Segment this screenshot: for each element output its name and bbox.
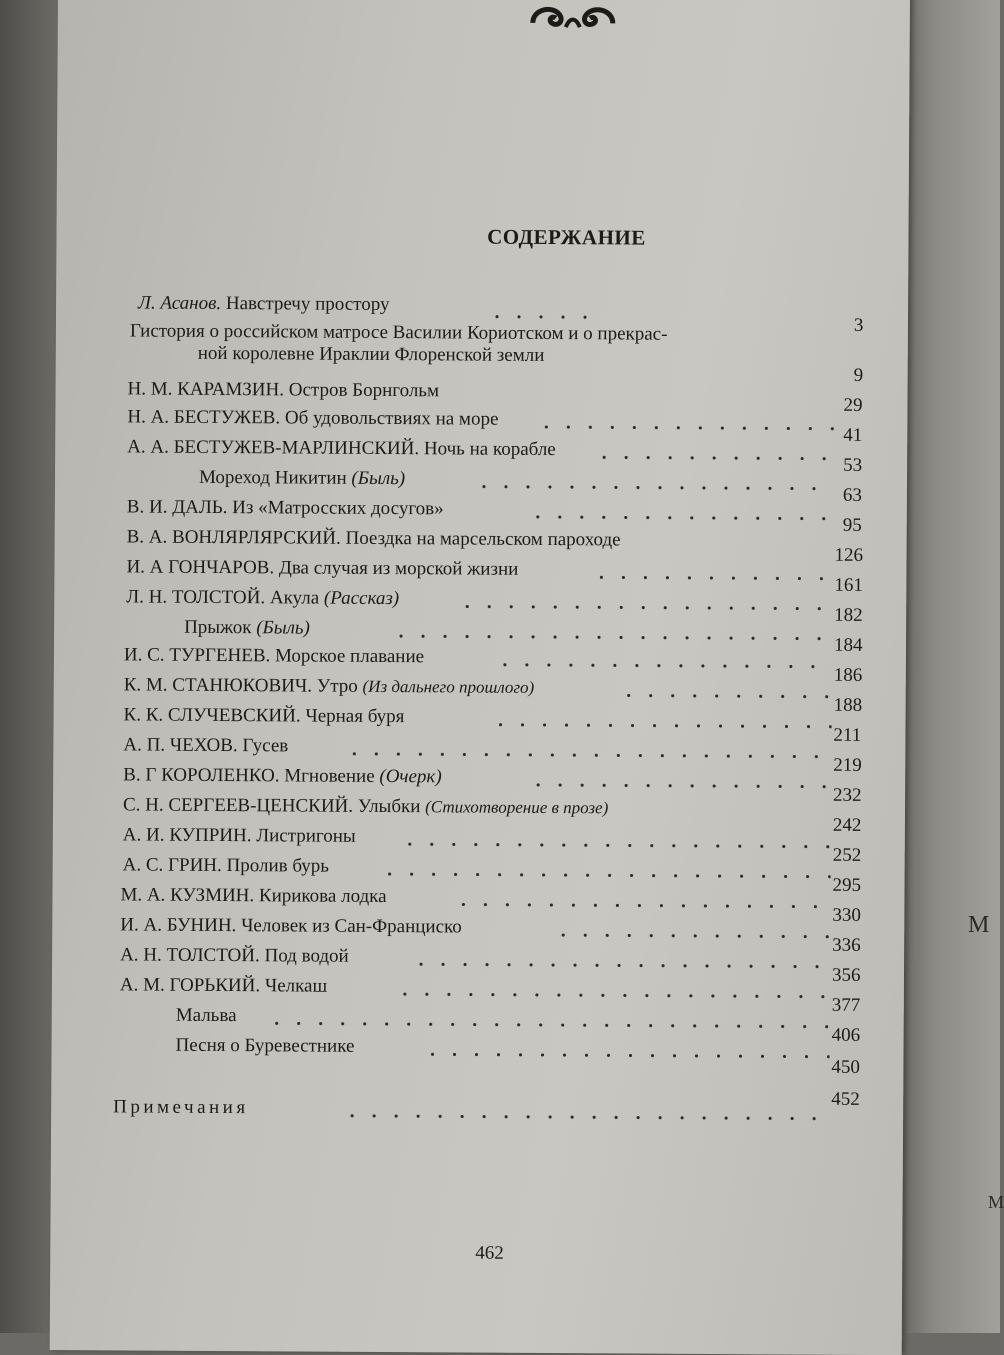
leader-dots [486,315,601,320]
toc-title: Улыбки [357,795,421,818]
leader-dots [527,783,831,789]
toc-title: Об удовольствиях на море [284,407,499,430]
toc-note: (Очерк) [379,765,442,788]
toc-page-number: 211 [833,724,862,746]
toc-page-number: 295 [832,874,862,896]
toc-page-number: 184 [833,634,863,656]
toc-author: В. Г КОРОЛЕНКО. [123,764,280,787]
leader-dots [266,1021,830,1028]
toc-entry [199,467,405,490]
toc-author: Н. А. БЕСТУЖЕВ. [127,406,281,429]
leader-dots [494,663,832,669]
toc-title: Кирикова лодка [258,885,387,908]
toc-note: (Стихотворение в прозе) [425,797,609,818]
toc-title: Примечания [113,1096,249,1119]
toc-entry [123,794,608,819]
toc-page-number: 450 [831,1056,860,1078]
toc-page-number: 377 [831,994,861,1016]
toc-page-number: 336 [832,934,861,956]
toc-title: Пролив бурь [226,855,330,877]
book-page [50,0,910,1355]
toc-page-number: 182 [834,604,863,626]
toc-author: А. А. БЕСТУЖЕВ-МАРЛИНСКИЙ. [127,436,420,460]
leader-dots [590,575,832,580]
toc-entry [184,617,310,640]
toc-entry [120,884,386,908]
toc-page-number: 3 [853,314,864,336]
leader-dots [552,933,830,939]
toc-author: М. А. КУЗМИН. [120,884,255,907]
toc-entry [127,496,444,520]
toc-note: (Быль) [256,617,310,639]
toc-title: Под водой [264,945,349,967]
toc-author: Н. М. КАРАМЗИН. [127,378,285,401]
toc-entry [123,734,288,757]
adjacent-page-edge [905,0,1000,1333]
toc-title: Мальва [175,1004,237,1027]
toc-page-number: 252 [832,844,862,866]
toc-entry [113,1096,249,1119]
toc-page-number: 95 [842,514,862,536]
toc-entry [124,704,405,728]
toc-entry [124,674,535,699]
page-title: СОДЕРЖАНИЕ [487,224,646,250]
toc-entry [127,406,498,430]
toc-author: В. И. ДАЛЬ. [126,496,228,519]
toc-page-number: 406 [831,1024,861,1046]
leader-dots [394,992,830,999]
toc-entry [138,292,390,316]
leader-dots [341,1114,829,1121]
toc-author: К. К. СЛУЧЕВСКИЙ. [123,704,301,727]
toc-page-number: 356 [831,964,861,986]
page-number: 462 [475,1242,504,1264]
toc-author: Л. Н. ТОЛСТОЙ. [126,586,266,609]
leader-dots [379,872,831,879]
toc-author: А. С. ГРИН. [122,854,222,877]
table-of-contents [50,0,910,1355]
leader-dots [399,842,831,849]
toc-title: Песня о Буревестнике [175,1034,355,1057]
toc-title: Остров Борнгольм [288,379,440,402]
toc-note: (Быль) [351,467,406,490]
toc-title: Утро [316,675,358,697]
toc-entry [126,586,399,610]
toc-title: Прыжок [184,616,252,639]
toc-title-line2: ной королевне Ираклии Флоренской земли [197,342,545,366]
toc-title: Акула [269,587,320,609]
toc-author: А. П. ЧЕХОВ. [123,734,238,757]
toc-title: Из «Матросских досугов» [232,497,444,520]
toc-title: Листригоны [256,825,356,847]
leader-dots [473,485,833,491]
toc-author: С. Н. СЕРГЕЕВ-ЦЕНСКИЙ. [122,794,354,817]
toc-page-number: 29 [843,394,863,416]
toc-title: Человек из Сан-Франциско [241,915,462,938]
toc-entry [176,1005,237,1027]
toc-title: Черная буря [305,705,405,728]
toc-page-number: 41 [843,424,863,446]
toc-author: К. М. СТАНЮКОВИЧ. [123,674,313,697]
toc-title-line1: Гистория о российском матросе Василии Кориотском и о прекрас- [129,320,668,345]
toc-title: Навстречу простору [225,293,390,316]
toc-note: (Из дальнего прошлого) [362,676,535,697]
toc-note: (Рассказ) [323,587,400,610]
toc-entry [123,824,356,847]
toc-entry-continuation [198,343,545,367]
leader-dots [527,515,832,521]
toc-entry [120,914,462,938]
leader-dots [343,752,831,759]
toc-entry [120,944,349,967]
leader-dots [456,604,832,610]
adjacent-page-fragment: М [988,1192,1004,1212]
toc-author: А. И. КУПРИН. [122,824,252,847]
leader-dots [535,425,835,431]
toc-entry [124,644,424,668]
toc-page-number: 188 [833,694,863,716]
toc-page-number: 53 [843,454,863,476]
toc-page-number: 219 [833,754,862,776]
toc-title: Мгновение [284,765,375,787]
toc-title: Челкаш [264,975,328,997]
toc-entry [123,764,442,788]
leader-dots [421,1052,829,1058]
leader-dots [593,455,835,460]
toc-entry [130,320,668,345]
toc-entry [127,526,621,551]
toc-author: И. А. БУНИН. [120,914,237,937]
toc-author: И. А ГОНЧАРОВ. [126,556,275,579]
leader-dots [390,634,832,641]
leader-dots [618,693,832,698]
toc-entry [123,854,329,877]
toc-author: А. М. ГОРЬКИЙ. [119,974,261,997]
toc-author: Л. Асанов. [138,292,222,315]
adjacent-page-fragment: М [968,912,990,938]
toc-entry [127,378,439,402]
toc-page-number: 452 [831,1088,860,1110]
toc-title: Морское плавание [274,645,425,668]
toc-title: Два случая из морской жизни [278,557,519,580]
toc-page-number: 232 [833,784,862,806]
toc-page-number: 63 [842,484,862,506]
toc-page-number: 242 [832,814,862,836]
toc-title: Гусев [242,735,289,757]
toc-entry [120,974,327,997]
leader-dots [410,962,830,969]
toc-title: Ночь на корабле [423,438,556,461]
toc-author: А. Н. ТОЛСТОЙ. [120,944,260,967]
toc-page-number: 161 [834,574,863,596]
toc-title: Поездка на марсельском пароходе [345,527,621,551]
leader-dots [490,723,832,729]
toc-page-number: 186 [833,664,863,686]
toc-entry [126,556,518,580]
toc-page-number: 9 [853,364,864,386]
toc-page-number: 126 [834,544,864,566]
toc-page-number: 330 [832,904,861,926]
toc-author: И. С. ТУРГЕНЕВ. [123,644,271,667]
toc-entry [127,436,556,461]
toc-entry [175,1035,354,1058]
toc-title: Мореход Никитин [198,466,347,489]
toc-author: В. А. ВОНЛЯРЛЯРСКИЙ. [126,526,341,549]
leader-dots [452,902,830,908]
